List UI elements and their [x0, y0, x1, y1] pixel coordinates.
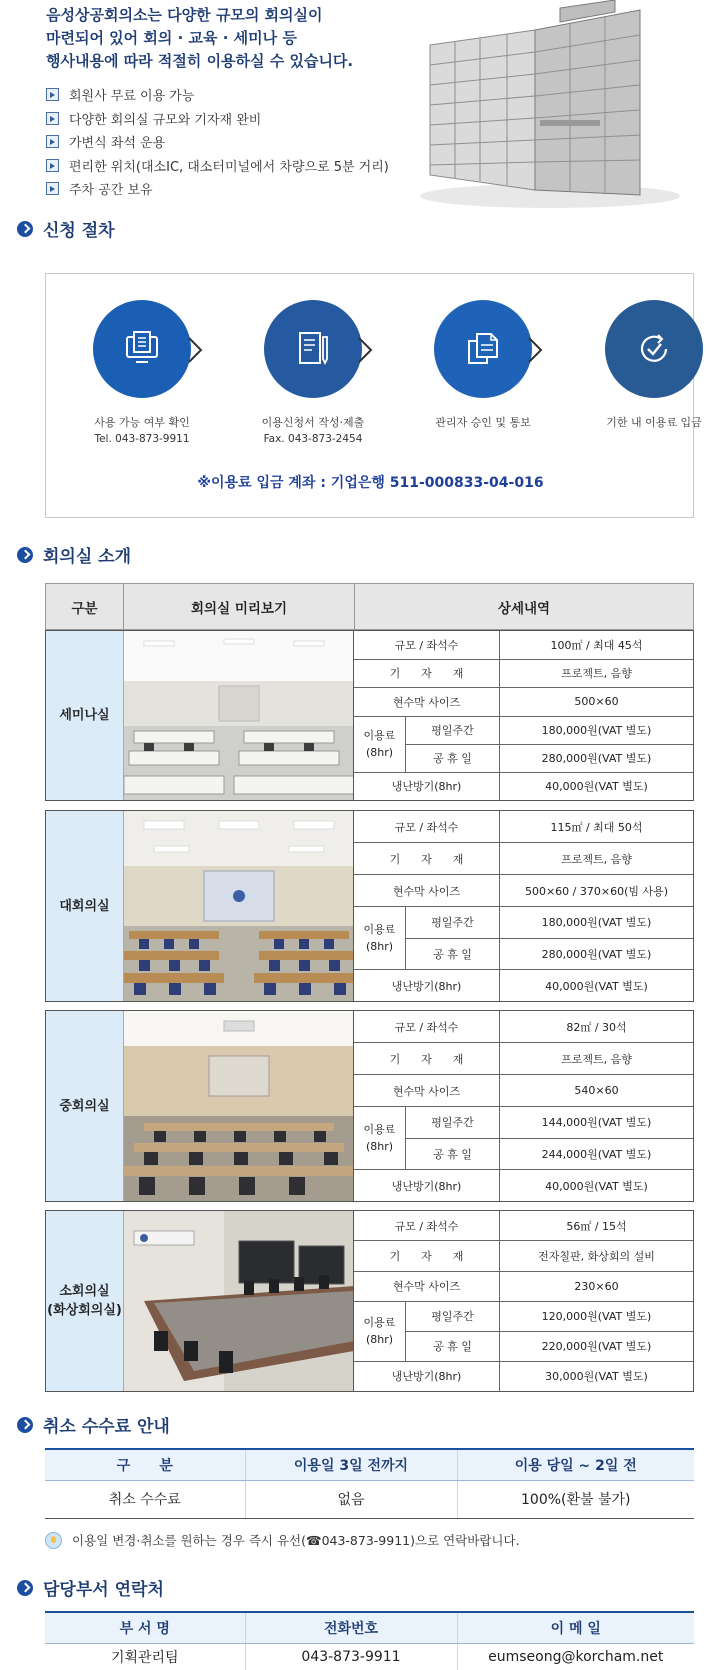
fee-weekday: 144,000원(VAT 별도)	[541, 1116, 652, 1130]
table-cell: 없음	[245, 1480, 457, 1518]
column-header: 이용 당일 ~ 2일 전	[457, 1449, 694, 1480]
intro-section	[0, 0, 709, 215]
step-label: 관리자 승인 및 통보	[435, 416, 531, 429]
detail-aircon: 30,000원(VAT 별도)	[545, 1370, 648, 1384]
section-header-procedure	[17, 216, 115, 241]
room-photo	[124, 1011, 354, 1201]
detail-row	[354, 631, 693, 660]
section-header-rooms	[17, 542, 131, 567]
fee-rows	[406, 907, 693, 969]
feature-item	[46, 83, 389, 107]
feature-item	[46, 177, 389, 201]
column-header: 이용일 3일 전까지	[245, 1449, 457, 1480]
fee-holiday: 280,000원(VAT 별도)	[541, 947, 652, 961]
detail-row	[354, 1170, 693, 1201]
room-name-text: 소회의실 (화상회의실)	[47, 1284, 122, 1318]
header-preview: 회의실 미리보기	[124, 584, 355, 629]
chevron-right-icon	[526, 336, 544, 364]
detail-label: 규모 / 좌석수	[354, 811, 500, 842]
feature-item	[46, 130, 389, 154]
room-small	[45, 1210, 694, 1392]
room-name-text: 대회의실	[59, 898, 110, 914]
section-arrow-icon	[17, 1580, 33, 1596]
bullet-arrow-icon	[46, 135, 59, 148]
email-link[interactable]: eumseong@korcham.net	[457, 1643, 694, 1670]
room-seminar	[45, 630, 694, 801]
fee-weekday: 120,000원(VAT 별도)	[541, 1310, 652, 1324]
detail-aircon: 40,000원(VAT 별도)	[545, 780, 648, 794]
headline-line: 마련되어 있어 회의 · 교육 · 세미나 등	[46, 29, 297, 47]
column-header: 전화번호	[245, 1612, 457, 1643]
fee-block	[354, 1302, 693, 1362]
detail-row	[354, 660, 693, 689]
detail-label: 기 자 재	[354, 843, 500, 874]
fee-row	[406, 745, 693, 772]
fee-holiday: 244,000원(VAT 별도)	[541, 1147, 652, 1161]
headline-line: 음성상공회의소는 다양한 규모의 회의실이	[46, 6, 323, 24]
detail-label: 평일주간	[406, 1107, 500, 1138]
detail-label: 평일주간	[406, 717, 500, 744]
medium-room-photo	[124, 1011, 354, 1201]
detail-label: 기 자 재	[354, 660, 500, 688]
fee-row	[406, 939, 693, 970]
feature-item	[46, 154, 389, 178]
fee-row	[406, 1302, 693, 1332]
detail-screen: 500×60 / 370×60(빔 사용)	[524, 884, 669, 898]
step-fax: Fax. 043-873-2454	[263, 433, 363, 445]
fee-holiday: 220,000원(VAT 별도)	[541, 1340, 652, 1354]
step-circle	[434, 300, 532, 398]
bullet-arrow-icon	[46, 88, 59, 101]
chevron-right-icon	[356, 336, 374, 364]
room-table-header	[45, 583, 694, 630]
detail-label: 기 자 재	[354, 1241, 500, 1270]
detail-label: 평일주간	[406, 907, 500, 938]
detail-row	[354, 970, 693, 1001]
large-room-photo	[124, 811, 354, 1001]
table-row	[45, 1480, 694, 1518]
table-row	[45, 1643, 694, 1670]
step-label: 기한 내 이용료 입금	[606, 416, 702, 429]
detail-row	[354, 1362, 693, 1391]
feature-text: 가변식 좌석 운용	[69, 136, 166, 152]
room-name	[46, 631, 124, 800]
detail-label: 냉난방기(8hr)	[354, 970, 500, 1001]
detail-row	[354, 773, 693, 801]
fee-row	[406, 1107, 693, 1139]
detail-label: 평일주간	[406, 1302, 500, 1331]
detail-equipment: 프로젝트, 음향	[561, 852, 632, 866]
detail-label: 냉난방기(8hr)	[354, 1362, 500, 1391]
detail-label: 규모 / 좌석수	[354, 1011, 500, 1042]
fee-row	[406, 907, 693, 939]
room-large	[45, 810, 694, 1002]
detail-row	[354, 1075, 693, 1107]
detail-screen: 540×60	[574, 1084, 619, 1097]
feature-text: 회원사 무료 이용 가능	[69, 89, 195, 105]
fee-row	[406, 717, 693, 745]
feature-item	[46, 107, 389, 131]
detail-capacity: 100㎡ / 최대 45석	[550, 638, 643, 652]
room-name-text: 중회의실	[59, 1098, 110, 1114]
step-circle	[93, 300, 191, 398]
table-header-row	[45, 1612, 694, 1643]
detail-label: 현수막 사이즈	[354, 688, 500, 716]
payment-account: ※이용료 입금 계좌 : 기업은행 511-000833-04-016	[197, 475, 544, 491]
room-name	[46, 1211, 124, 1391]
detail-equipment: 프로젝트, 음향	[561, 1052, 632, 1066]
small-room-photo	[124, 1211, 354, 1391]
fee-holiday: 280,000원(VAT 별도)	[541, 752, 652, 765]
feature-text: 주차 공간 보유	[69, 183, 153, 199]
section-header-contact	[17, 1575, 164, 1600]
detail-label: 공 휴 일	[406, 1139, 500, 1170]
fee-label: 이용료 (8hr)	[354, 1302, 406, 1361]
table-header-row	[45, 1449, 694, 1480]
room-name-text: 세미나실	[59, 708, 110, 723]
section-header-cancel	[17, 1412, 170, 1437]
detail-capacity: 56㎡ / 15석	[566, 1219, 627, 1233]
fee-rows	[406, 1302, 693, 1361]
fee-block	[354, 717, 693, 773]
contact-table	[45, 1611, 694, 1670]
detail-label: 냉난방기(8hr)	[354, 773, 500, 801]
detail-label: 기 자 재	[354, 1043, 500, 1074]
detail-screen: 230×60	[574, 1279, 619, 1293]
detail-label: 규모 / 좌석수	[354, 1211, 500, 1240]
fee-rows	[406, 717, 693, 772]
bullet-arrow-icon	[46, 182, 59, 195]
detail-label: 현수막 사이즈	[354, 1272, 500, 1301]
refresh-check-icon	[634, 329, 674, 369]
detail-label: 규모 / 좌석수	[354, 631, 500, 659]
bullet-arrow-icon	[46, 159, 59, 172]
detail-row	[354, 1043, 693, 1075]
cancel-fee-table	[45, 1448, 694, 1519]
step-label: 이용신청서 작성·제출	[261, 416, 365, 429]
procedure-box	[45, 273, 702, 518]
building-illustration	[410, 0, 690, 210]
documents-icon	[463, 329, 503, 369]
phone-cell: 043-873-9911	[245, 1643, 457, 1670]
detail-row	[354, 875, 693, 907]
detail-row	[354, 811, 693, 843]
detail-aircon: 40,000원(VAT 별도)	[545, 1179, 648, 1193]
detail-label: 공 휴 일	[406, 939, 500, 970]
header-details: 상세내역	[497, 600, 551, 617]
room-name	[46, 811, 124, 1001]
section-title: 취소 수수료 안내	[43, 1417, 170, 1437]
monitor-document-icon	[122, 329, 162, 369]
detail-aircon: 40,000원(VAT 별도)	[545, 979, 648, 993]
chevron-right-icon	[186, 336, 204, 364]
table-cell: 100%(환불 불가)	[457, 1480, 694, 1518]
section-title: 담당부서 연락처	[43, 1580, 164, 1600]
room-medium	[45, 1010, 694, 1202]
column-header: 부 서 명	[45, 1612, 245, 1643]
fee-block	[354, 907, 693, 970]
fee-weekday: 180,000원(VAT 별도)	[541, 724, 652, 737]
feature-list	[46, 83, 389, 201]
header-category: 구분	[46, 584, 124, 629]
notice-text: 이용일 변경·취소를 원하는 경우 즉시 유선(☎043-873-9911)으로 연락바랍니다.	[72, 1533, 520, 1548]
room-details	[354, 1211, 693, 1391]
column-header: 이 메 일	[457, 1612, 694, 1643]
section-arrow-icon	[17, 1417, 33, 1433]
intro-headline	[46, 4, 406, 73]
step-phone: Tel. 043-873-9911	[94, 433, 190, 445]
headline-line: 행사내용에 따라 적절히 이용하실 수 있습니다.	[46, 52, 354, 70]
lightbulb-icon	[45, 1532, 62, 1549]
fee-label: 이용료 (8hr)	[354, 717, 406, 772]
fee-row	[406, 1139, 693, 1170]
room-details	[354, 631, 693, 800]
step-circle	[264, 300, 362, 398]
room-details	[354, 1011, 693, 1201]
room-details	[354, 811, 693, 1001]
detail-equipment: 전자칠판, 화상회의 설비	[538, 1249, 655, 1263]
detail-capacity: 82㎡ / 30석	[566, 1020, 627, 1034]
room-name	[46, 1011, 124, 1201]
fee-label: 이용료 (8hr)	[354, 1107, 406, 1169]
room-photo	[124, 631, 354, 800]
fee-rows	[406, 1107, 693, 1169]
fee-weekday: 180,000원(VAT 별도)	[541, 916, 652, 930]
section-title: 회의실 소개	[43, 547, 132, 567]
detail-label: 현수막 사이즈	[354, 1075, 500, 1106]
detail-row	[354, 1241, 693, 1271]
detail-row	[354, 1211, 693, 1241]
detail-row	[354, 1011, 693, 1043]
fee-block	[354, 1107, 693, 1170]
department-cell: 기획관리팀	[45, 1643, 245, 1670]
table-cell: 취소 수수료	[45, 1480, 245, 1518]
detail-label: 냉난방기(8hr)	[354, 1170, 500, 1201]
detail-row	[354, 843, 693, 875]
section-arrow-icon	[17, 221, 33, 237]
step-circle	[605, 300, 703, 398]
section-title: 신청 절차	[43, 221, 115, 241]
detail-capacity: 115㎡ / 최대 50석	[550, 820, 643, 834]
fee-label: 이용료 (8hr)	[354, 907, 406, 969]
detail-label: 공 휴 일	[406, 1332, 500, 1361]
fee-row	[406, 1332, 693, 1361]
form-pen-icon	[293, 329, 333, 369]
feature-text: 편리한 위치(대소IC, 대소터미널에서 차량으로 5분 거리)	[69, 159, 389, 175]
cancel-notice	[45, 1531, 520, 1549]
detail-label: 현수막 사이즈	[354, 875, 500, 906]
feature-text: 다양한 회의실 규모와 기자재 완비	[69, 112, 262, 128]
detail-row	[354, 1272, 693, 1302]
step-label: 사용 가능 여부 확인	[94, 416, 190, 429]
detail-equipment: 프로젝트, 음향	[561, 667, 632, 681]
room-photo	[124, 1211, 354, 1391]
detail-label: 공 휴 일	[406, 745, 500, 772]
detail-screen: 500×60	[574, 695, 619, 709]
column-header: 구 분	[45, 1449, 245, 1480]
detail-row	[354, 688, 693, 717]
room-photo	[124, 811, 354, 1001]
bullet-arrow-icon	[46, 112, 59, 125]
section-arrow-icon	[17, 547, 33, 563]
seminar-room-photo	[124, 631, 354, 800]
